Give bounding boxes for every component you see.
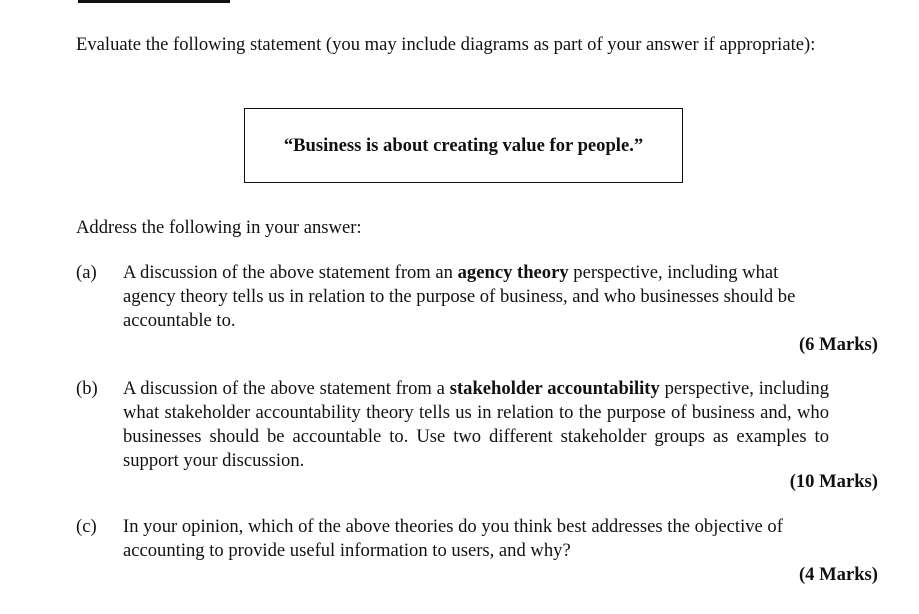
- item-label-a: (a): [76, 262, 97, 283]
- item-text-a-part1: A discussion of the above statement from an: [123, 262, 458, 283]
- item-text-c: In your opinion, which of the above theories do you think best addresses the objective of accounting to provide useful information to users, and why?: [123, 516, 783, 561]
- item-text-b-part2: perspective, including what stakeholder accountability theory tells us in relation to the purpose of business and, who businesses should be accountable to. Use two different stakeholder groups as examples to support your discussion.: [123, 378, 829, 471]
- item-text-b: [123, 377, 829, 473]
- item-text-a: [123, 261, 829, 333]
- item-label-b: (b): [76, 378, 98, 399]
- address-heading: Address the following in your answer:: [76, 217, 362, 238]
- item-text-a-bold: agency theory: [457, 262, 569, 283]
- question-intro: Evaluate the following statement (you may include diagrams as part of your answer if appropriate):: [76, 34, 816, 55]
- item-text-a-part2: perspective, including what agency theory tells us in relation to the purpose of business, and who businesses should be accountable to.: [123, 262, 796, 331]
- marks-a: (6 Marks): [798, 334, 878, 355]
- item-text-b-part1: A discussion of the above statement from a: [123, 378, 450, 399]
- quote-text: “Business is about creating value for people.”: [283, 134, 644, 156]
- marks-c: (4 Marks): [798, 564, 878, 585]
- marks-b: (10 Marks): [789, 471, 878, 492]
- item-label-c: (c): [76, 516, 97, 537]
- quote-box: [244, 108, 683, 183]
- item-text-b-bold: stakeholder accountability: [449, 378, 660, 399]
- heading-underline: [78, 0, 230, 3]
